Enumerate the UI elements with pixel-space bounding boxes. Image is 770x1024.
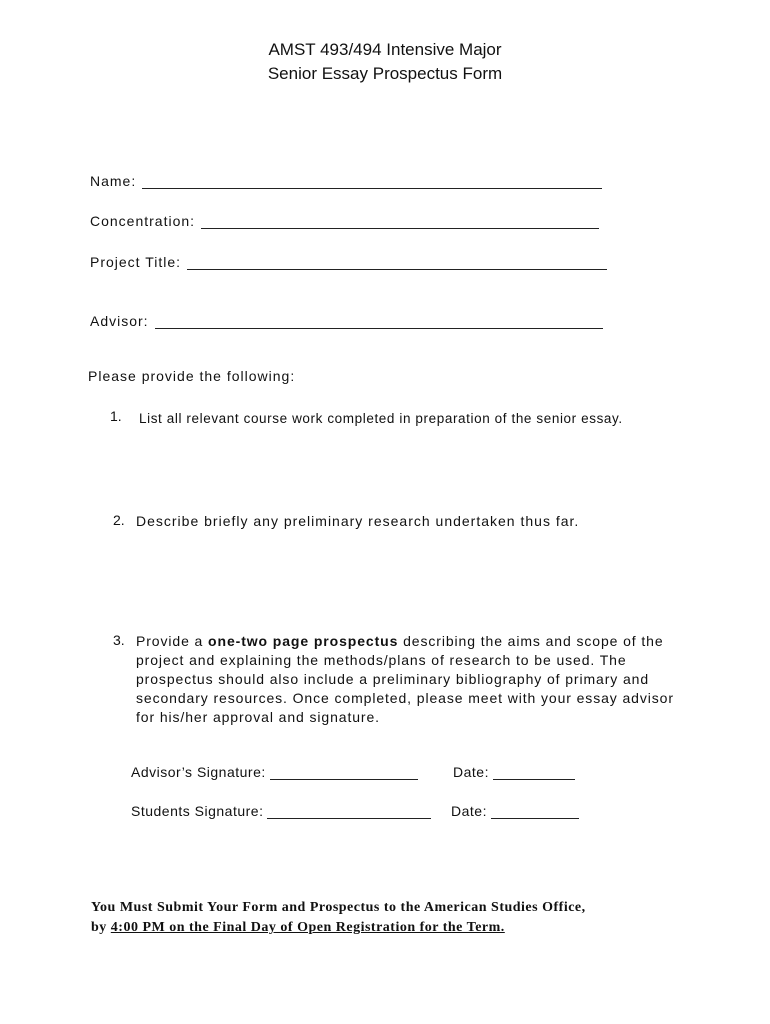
student-signature-label: Students Signature: bbox=[131, 803, 264, 819]
advisor-signature-line[interactable] bbox=[270, 765, 418, 780]
project-title-input-line[interactable] bbox=[187, 255, 607, 270]
advisor-date-field[interactable] bbox=[453, 764, 575, 780]
submission-notice bbox=[91, 898, 586, 938]
name-input-line[interactable] bbox=[142, 174, 602, 189]
item-3-prefix: Provide a bbox=[136, 633, 209, 649]
project-title-label: Project Title: bbox=[90, 254, 182, 270]
advisor-date-line[interactable] bbox=[493, 765, 575, 780]
student-signature-line[interactable] bbox=[267, 804, 431, 819]
title-line-course: AMST 493/494 Intensive Major bbox=[268, 40, 502, 59]
instructions-intro: Please provide the following: bbox=[88, 368, 296, 384]
advisor-date-label: Date: bbox=[453, 764, 489, 780]
student-signature-field[interactable] bbox=[131, 803, 431, 819]
item-3-bold-prospectus: one-two page prospectus bbox=[208, 633, 399, 649]
notice-line-1: You Must Submit Your Form and Prospectus to the American Studies Office, bbox=[91, 900, 586, 915]
notice-by: by bbox=[91, 920, 111, 935]
advisor-signature-field[interactable] bbox=[131, 764, 418, 780]
concentration-field[interactable] bbox=[90, 213, 599, 229]
title-line-form-name: Senior Essay Prospectus Form bbox=[267, 64, 503, 83]
item-2-text: Describe briefly any preliminary research undertaken thus far. bbox=[136, 513, 580, 529]
item-3-text bbox=[136, 632, 681, 727]
name-label: Name: bbox=[90, 173, 137, 189]
project-title-field[interactable] bbox=[90, 254, 607, 270]
concentration-input-line[interactable] bbox=[201, 214, 599, 229]
name-field[interactable] bbox=[90, 173, 602, 189]
advisor-label: Advisor: bbox=[90, 313, 149, 329]
concentration-label: Concentration: bbox=[90, 213, 196, 229]
notice-deadline: 4:00 PM on the Final Day of Open Registration for the Term. bbox=[110, 920, 505, 935]
form-title bbox=[0, 38, 770, 86]
student-date-line[interactable] bbox=[491, 804, 579, 819]
advisor-field[interactable] bbox=[90, 313, 603, 329]
advisor-signature-label: Advisor’s Signature: bbox=[131, 764, 266, 780]
notice-line-2 bbox=[91, 918, 586, 938]
item-3-number: 3. bbox=[113, 632, 125, 648]
item-1-text: List all relevant course work completed in preparation of the senior essay. bbox=[139, 411, 623, 426]
item-1-number: 1. bbox=[110, 408, 122, 424]
item-3-rest: describing the aims and scope of the project and explaining the methods/plans of research to be used. The prospectus should also include a preliminary bibliography of primary and secondary resources. Once completed, please meet with your essay advisor for his/her approval and signature. bbox=[136, 633, 674, 725]
item-2-number: 2. bbox=[113, 512, 125, 528]
advisor-input-line[interactable] bbox=[155, 314, 603, 329]
student-date-field[interactable] bbox=[451, 803, 579, 819]
student-date-label: Date: bbox=[451, 803, 487, 819]
